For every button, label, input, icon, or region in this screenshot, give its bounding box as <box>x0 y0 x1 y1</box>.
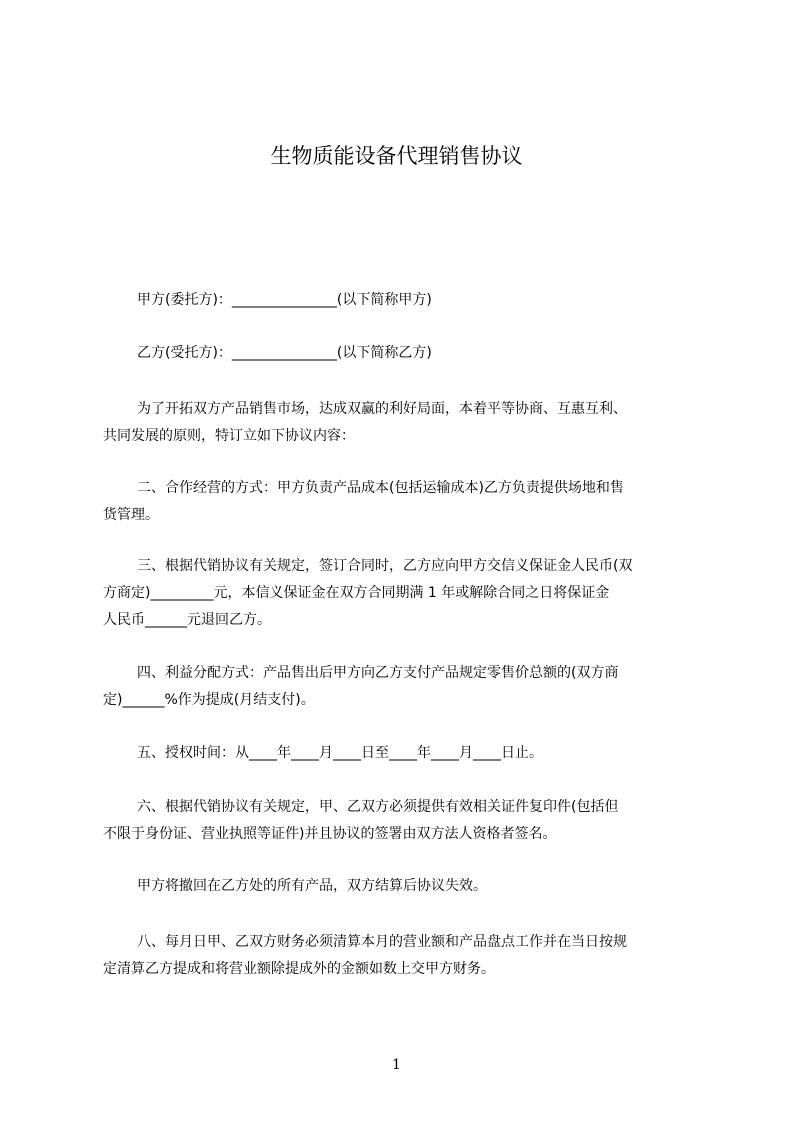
clause-5-line-1: 五、授权时间：从____年____月____日至____年____月____日止。 <box>137 745 543 761</box>
clause-4-line-2: 定)______%作为提成(月结支付)。 <box>103 692 315 708</box>
clause-8-line-1: 八、每月日甲、乙双方财务必须清算本月的营业额和产品盘点工作并在当日按规 <box>137 934 627 950</box>
clause-2-paragraph <box>103 475 708 529</box>
clause-6-line-2: 不限于身份证、营业执照等证件)并且协议的签署由双方法人资格者签名。 <box>103 826 557 842</box>
intro-line-2: 共同发展的原则，特订立如下协议内容： <box>103 428 355 444</box>
withdraw-paragraph <box>103 873 708 900</box>
clause-3-paragraph <box>103 553 708 634</box>
clause-6-paragraph <box>103 794 708 848</box>
clause-4-paragraph <box>103 660 708 714</box>
intro-paragraph <box>103 396 708 450</box>
intro-line-1: 为了开拓双方产品销售市场，达成双赢的利好局面，本着平等协商、互惠互利、 <box>137 401 627 417</box>
clause-6-line-1: 六、根据代销协议有关规定，甲、乙双方必须提供有效相关证件复印件(包括但 <box>137 799 619 815</box>
clause-2-line-2: 货管理。 <box>103 507 159 523</box>
withdraw-line-1: 甲方将撤回在乙方处的所有产品，双方结算后协议失效。 <box>137 878 487 894</box>
clause-2-line-1: 二、合作经营的方式：甲方负责产品成本(包括运输成本)乙方负责提供场地和售 <box>137 480 624 496</box>
clause-8-paragraph <box>103 929 708 983</box>
clause-4-line-1: 四、利益分配方式：产品售出后甲方向乙方支付产品规定零售价总额的(双方商 <box>137 665 619 681</box>
party-a-text: 甲方(委托方)：_______________(以下简称甲方) <box>137 292 432 308</box>
party-b-line <box>103 340 708 367</box>
party-a-line <box>103 287 708 314</box>
clause-5-paragraph <box>103 740 708 767</box>
clause-3-line-1: 三、根据代销协议有关规定，签订合同时，乙方应向甲方交信义保证金人民币(双 <box>137 558 633 574</box>
document-title: 生物质能设备代理销售协议 <box>270 144 523 168</box>
clause-8-line-2: 定清算乙方提成和将营业额除提成外的金额如数上交甲方财务。 <box>103 961 495 977</box>
page-number: 1 <box>392 1057 401 1073</box>
party-b-text: 乙方(受托方)：_______________(以下简称乙方) <box>137 345 432 361</box>
clause-3-line-2: 方商定)_________元，本信义保证金在双方合同期满 1 年或解除合同之日将保证金 <box>103 585 610 601</box>
clause-3-line-3: 人民币______元退回乙方。 <box>103 612 271 628</box>
